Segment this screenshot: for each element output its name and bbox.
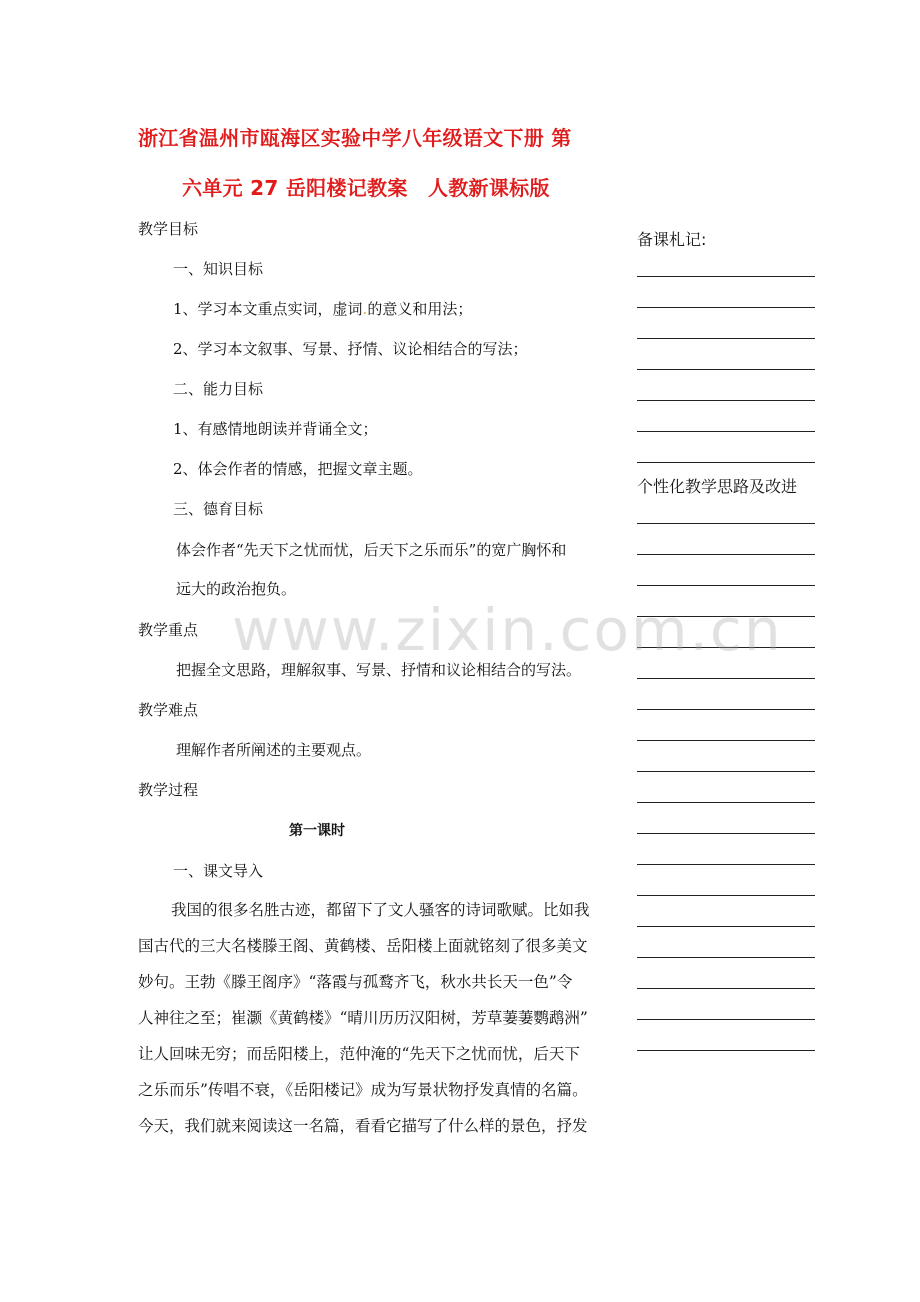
knowledge-goal-heading: 一、知识目标 bbox=[173, 260, 264, 278]
section-teaching-process: 教学过程 bbox=[138, 781, 199, 799]
knowledge-goal-item-2: 2、学习本文叙事、写景、抒情、议论相结合的写法； bbox=[173, 340, 528, 358]
note-line bbox=[637, 400, 815, 401]
section-key-points: 教学重点 bbox=[138, 621, 199, 639]
paragraph-line: 今天，我们就来阅读这一名篇，看看它描写了什么样的景色，抒发 bbox=[138, 1117, 588, 1135]
intro-paragraph bbox=[138, 892, 614, 1144]
intro-heading: 一、课文导入 bbox=[173, 862, 264, 880]
note-line bbox=[637, 957, 815, 958]
paragraph-line: 让人回味无穷；而岳阳楼上，范仲淹的“先天下之忧而忧，后天下 bbox=[138, 1045, 580, 1063]
note-line bbox=[637, 585, 815, 586]
note-line bbox=[637, 338, 815, 339]
paragraph-line: 我国的很多名胜古迹，都留下了文人骚客的诗词歌赋。比如我 bbox=[171, 901, 590, 919]
note-line bbox=[637, 523, 815, 524]
document-title-line2: 六单元 27 岳阳楼记教案 人教新课标版 bbox=[182, 176, 550, 200]
note-line bbox=[637, 926, 815, 927]
ability-goal-item-2: 2、体会作者的情感，把握文章主题。 bbox=[173, 460, 423, 478]
paragraph-line: 妙句。王勃《滕王阁序》“落霞与孤鹜齐飞，秋水共长天一色”令 bbox=[138, 973, 573, 991]
ability-goal-heading: 二、能力目标 bbox=[173, 380, 264, 398]
lesson-heading: 第一课时 bbox=[289, 823, 345, 839]
paragraph-line: 人神往之至；崔灏《黄鹤楼》“晴川历历汉阳树，芳草萋萋鹦鹉洲” bbox=[138, 1009, 588, 1027]
note-line bbox=[637, 802, 815, 803]
note-line bbox=[637, 895, 815, 896]
document-title-line1: 浙江省温州市瓯海区实验中学八年级语文下册 第 bbox=[138, 126, 572, 150]
note-line bbox=[637, 678, 815, 679]
note-line bbox=[637, 833, 815, 834]
note-line bbox=[637, 307, 815, 308]
note-line bbox=[637, 431, 815, 432]
knowledge-goal-item-1: 1、学习本文重点实词，虚词.的意义和用法； bbox=[173, 300, 473, 318]
note-line bbox=[637, 1050, 815, 1051]
paragraph-line: 国古代的三大名楼滕王阁、黄鹤楼、岳阳楼上面就铭刻了很多美文 bbox=[138, 937, 588, 955]
note-line bbox=[637, 276, 815, 277]
key-points-text: 把握全文思路，理解叙事、写景、抒情和议论相结合的写法。 bbox=[176, 661, 582, 679]
highlight-dot: . bbox=[362, 300, 368, 318]
note-line bbox=[637, 771, 815, 772]
note-line bbox=[637, 554, 815, 555]
moral-goal-heading: 三、德育目标 bbox=[173, 500, 264, 518]
note-line bbox=[637, 462, 815, 463]
moral-goal-line-2: 远大的政治抱负。 bbox=[176, 580, 297, 598]
difficult-points-text: 理解作者所阐述的主要观点。 bbox=[176, 741, 372, 759]
note-line bbox=[637, 864, 815, 865]
custom-teaching-label: 个性化教学思路及改进 bbox=[637, 477, 798, 496]
note-line bbox=[637, 1019, 815, 1020]
moral-goal-line-1: 体会作者“先天下之忧而忧，后天下之乐而乐”的宽广胸怀和 bbox=[176, 541, 567, 559]
note-line bbox=[637, 369, 815, 370]
note-line bbox=[637, 740, 815, 741]
section-difficult-points: 教学难点 bbox=[138, 701, 199, 719]
watermark: www.zixin.com.cn bbox=[232, 596, 783, 664]
note-line bbox=[637, 709, 815, 710]
notes-label: 备课札记: bbox=[637, 230, 707, 249]
section-teaching-goals: 教学目标 bbox=[138, 220, 199, 238]
ability-goal-item-1: 1、有感情地朗读并背诵全文； bbox=[173, 420, 378, 438]
note-line bbox=[637, 988, 815, 989]
paragraph-line: 之乐而乐”传唱不衰，《岳阳楼记》成为写景状物抒发真情的名篇。 bbox=[138, 1081, 588, 1099]
